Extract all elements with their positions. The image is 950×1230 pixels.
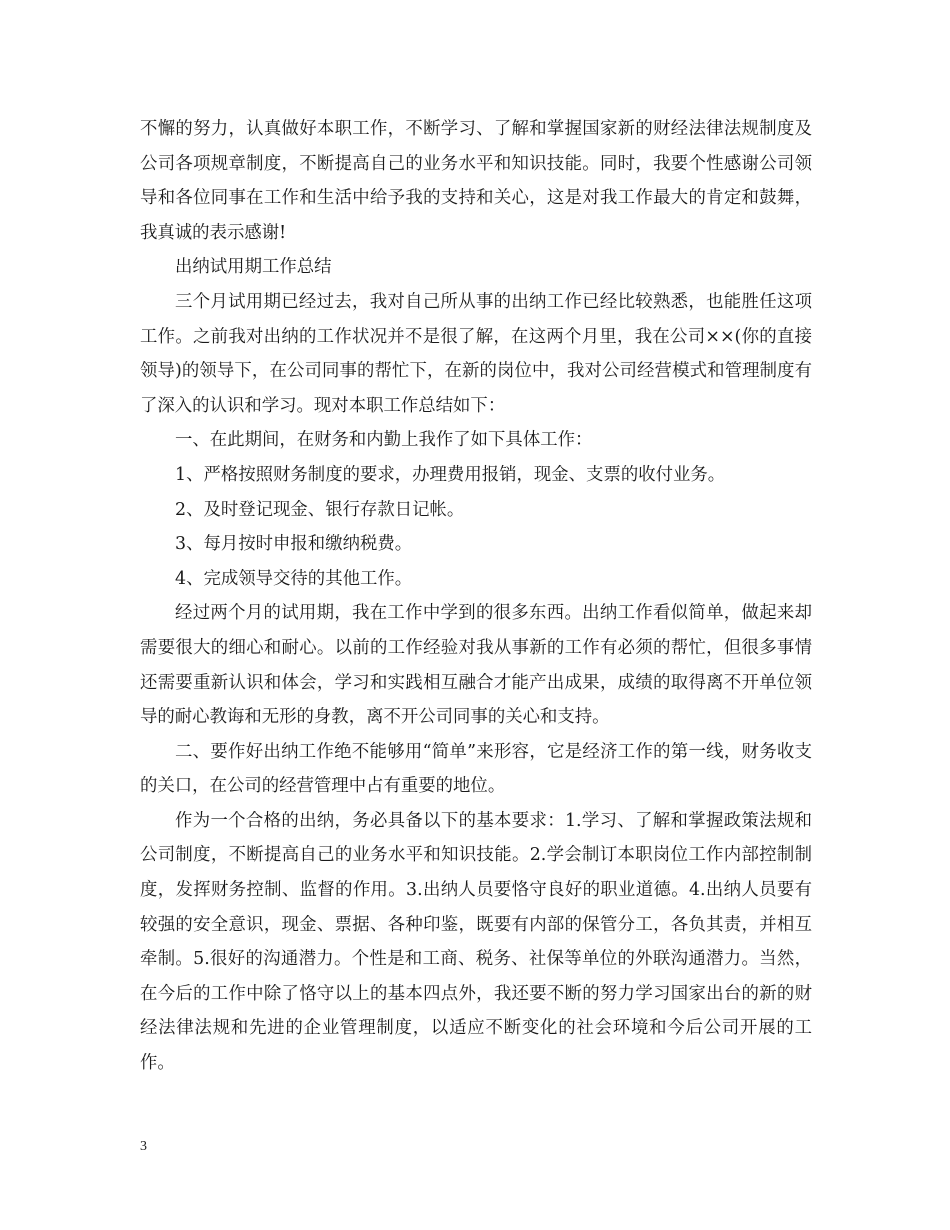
section-heading: 出纳试用期工作总结 (175, 257, 332, 278)
paragraph: 经过两个月的试用期，我在工作中学到的很多东西。出纳工作看似简单，做起来却需要很大的细心和耐心。以前的工作经验对我从事新的工作有必须的帮忙，但很多事情还需要重新认识和体会，学习和实践相互融合才能产出成果，成绩的取得离不开单位领导的耐心教诲和无形的身教，离不开公司同事的关心和支持。 (140, 603, 812, 728)
page-number: 3 (140, 1139, 147, 1154)
document-body (140, 112, 812, 1081)
paragraph: 三个月试用期已经过去，我对自己所从事的出纳工作已经比较熟悉，也能胜任这项工作。之前我对出纳的工作状况并不是很了解，在这两个月里，我在公司××(你的直接领导)的领导下，在公司同事的帮忙下，在新的岗位中，我对公司经营模式和管理制度有了深入的认识和学习。现对本职工作总结如下： (140, 291, 812, 416)
list-item: 3、每月按时申报和缴纳税费。 (175, 534, 413, 555)
paragraph: 二、要作好出纳工作绝不能够用“简单”来形容，它是经济工作的第一线，财务收支的关口，在公司的经营管理中占有重要的地位。 (140, 741, 812, 797)
list-item: 1、严格按照财务制度的要求，办理费用报销，现金、支票的收付业务。 (175, 464, 726, 485)
paragraph-continuation: 不懈的努力，认真做好本职工作，不断学习、了解和掌握国家新的财经法律法规制度及公司各项规章制度，不断提高自己的业务水平和知识技能。同时，我要个性感谢公司领导和各位同事在工作和生活中给予我的支持和关心，这是对我工作最大的肯定和鼓舞，我真诚的表示感谢! (140, 119, 812, 243)
list-heading: 一、在此期间，在财务和内勤上我作了如下具体工作： (175, 430, 593, 451)
paragraph: 作为一个合格的出纳，务必具备以下的基本要求：1.学习、了解和掌握政策法规和公司制度，不断提高自己的业务水平和知识技能。2.学会制订本职岗位工作内部控制制度，发挥财务控制、监督的作用。3.出纳人员要恪守良好的职业道德。4.出纳人员要有较强的安全意识，现金、票据、各种印鉴，既要有内部的保管分工，各负其责，并相互牵制。5.很好的沟通潜力。个性是和工商、税务、社保等单位的外联沟通潜力。当然，在今后的工作中除了恪守以上的基本四点外，我还要不断的努力学习国家出台的新的财经法律法规和先进的企业管理制度，以适应不断变化的社会环境和今后公司开展的工作。 (140, 810, 812, 1074)
list-item: 2、及时登记现金、银行存款日记帐。 (175, 499, 465, 520)
list-item: 4、完成领导交待的其他工作。 (175, 568, 413, 589)
